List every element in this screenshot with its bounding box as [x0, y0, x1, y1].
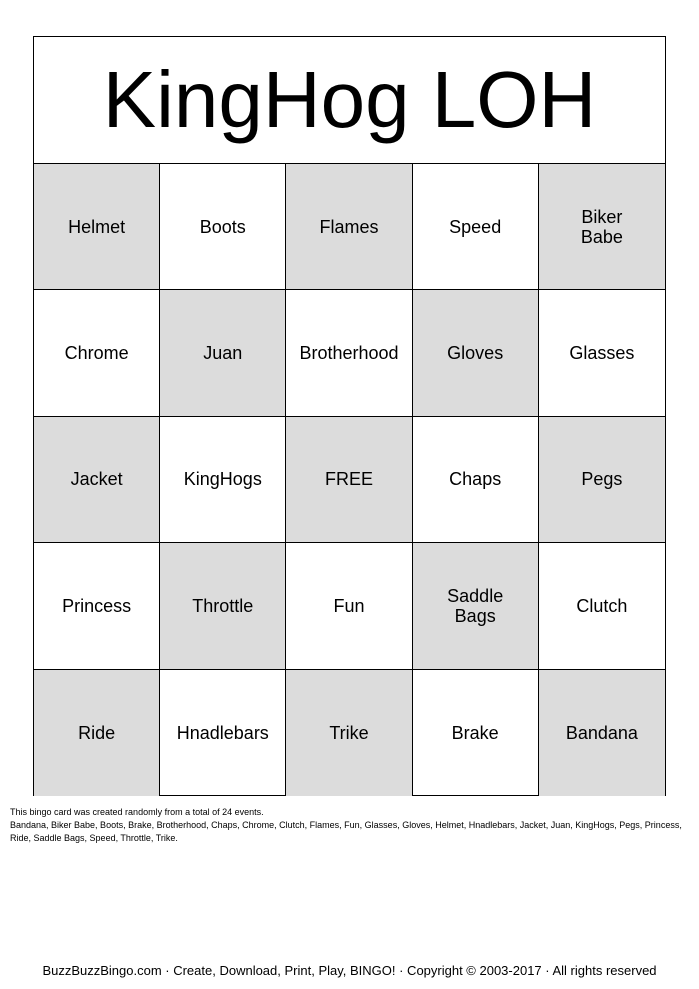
bingo-cell-label: Chrome [64, 343, 129, 364]
bingo-cell-label: Clutch [576, 595, 628, 616]
bingo-cell-label: Brotherhood [299, 343, 399, 364]
bingo-cell-label: Throttle [192, 595, 254, 616]
bingo-cell-label: Pegs [581, 469, 623, 490]
bingo-cell-label: Bandana [565, 722, 638, 743]
bingo-grid [34, 164, 665, 796]
bingo-cell [413, 164, 539, 290]
bingo-cell-label: Saddle Bags [447, 585, 504, 626]
bingo-cell-label: Princess [62, 595, 132, 616]
bingo-cell-label: Chaps [449, 469, 502, 490]
bingo-cell [413, 670, 539, 796]
bingo-cell-label: Glasses [569, 343, 635, 364]
bingo-cell-label: Biker Babe [580, 206, 623, 247]
bingo-cell-label: Brake [451, 722, 499, 743]
bingo-cell [413, 543, 539, 669]
bingo-cell-label: Speed [449, 216, 502, 237]
bingo-cell-label: Fun [333, 595, 365, 616]
bingo-cell [539, 543, 665, 669]
notes-event-list: Bandana, Biker Babe, Boots, Brake, Brotherhood, Chaps, Chrome, Clutch, Flames, Fun, Glasses, Gloves, Helmet, Hnadlebars, Jacket, Juan, KingHogs, Pegs, Princess, Ride, Saddle Bags, Speed, Throttle, Trike. [10, 820, 682, 843]
bingo-cell-label: Boots [199, 216, 246, 237]
bingo-cell [34, 164, 160, 290]
bingo-cell [160, 543, 286, 669]
bingo-cell [160, 417, 286, 543]
bingo-cell [160, 290, 286, 416]
bingo-cell [34, 670, 160, 796]
bingo-cell-label: Flames [319, 216, 379, 237]
bingo-cell [160, 670, 286, 796]
bingo-cell [413, 290, 539, 416]
card-notes [10, 806, 690, 845]
bingo-cell [286, 417, 412, 543]
bingo-cell [160, 164, 286, 290]
bingo-cell-label: FREE [324, 469, 373, 490]
bingo-cell-label: Jacket [70, 469, 123, 490]
bingo-cell-label: KingHogs [183, 469, 262, 490]
bingo-cell [539, 164, 665, 290]
bingo-cell-label: Trike [329, 722, 369, 743]
bingo-cell [34, 290, 160, 416]
bingo-cell-label: Juan [203, 343, 243, 364]
bingo-cell [34, 417, 160, 543]
bingo-cell [286, 543, 412, 669]
card-title: KingHog LOH [34, 37, 665, 164]
bingo-cell-label: Ride [78, 722, 116, 743]
notes-summary: This bingo card was created randomly from a total of 24 events. [10, 807, 264, 817]
page-footer: BuzzBuzzBingo.com · Create, Download, Print, Play, BINGO! · Copyright © 2003-2017 · All rights reserved [42, 963, 657, 978]
bingo-cell-label: Gloves [447, 343, 504, 364]
bingo-cell [413, 417, 539, 543]
bingo-cell [34, 543, 160, 669]
bingo-cell-label: Helmet [68, 216, 126, 237]
bingo-cell [286, 670, 412, 796]
bingo-cell [539, 670, 665, 796]
bingo-cell [286, 290, 412, 416]
bingo-cell [539, 417, 665, 543]
bingo-cell [286, 164, 412, 290]
bingo-card [33, 36, 666, 796]
bingo-cell-label: Hnadlebars [176, 722, 269, 743]
bingo-cell [539, 290, 665, 416]
